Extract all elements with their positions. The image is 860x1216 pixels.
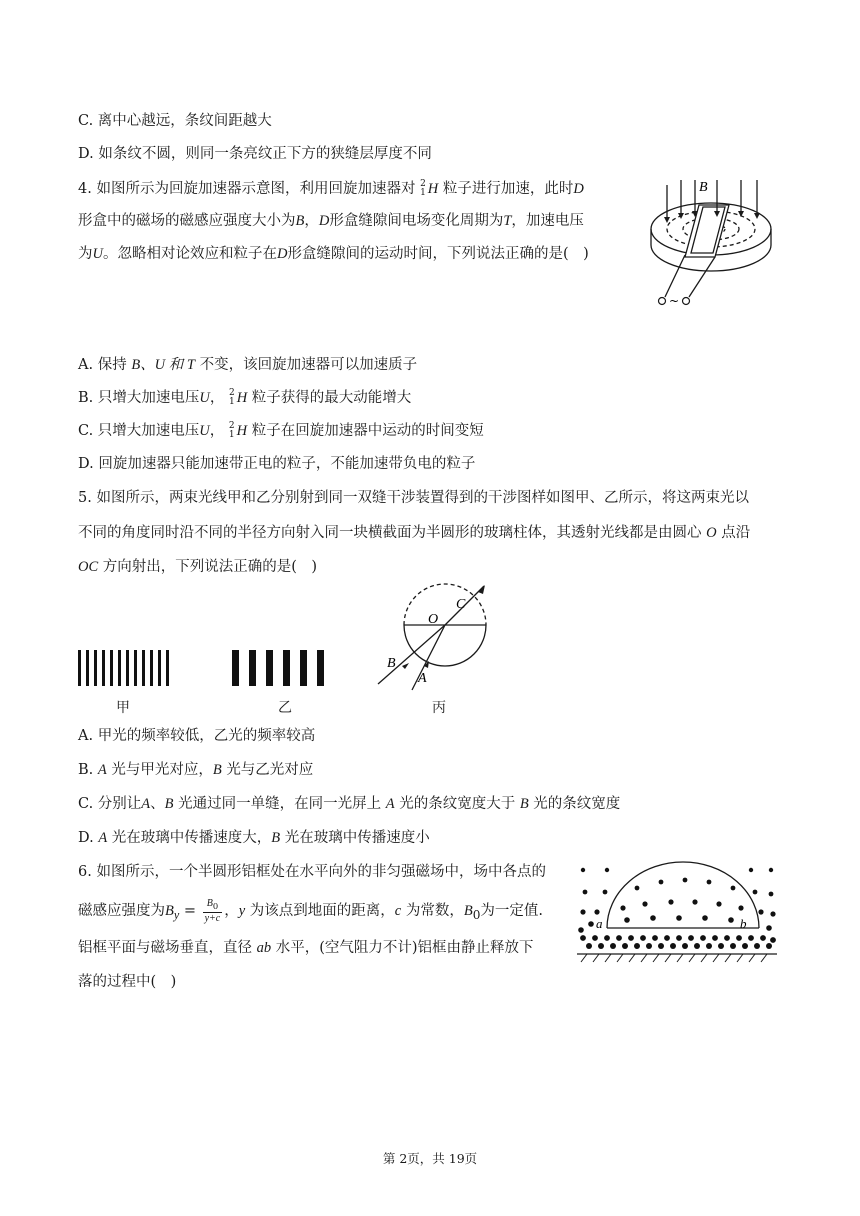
q4-stem-line3: 为U。忽略相对论效应和粒子在D形盒缝隙间的运动时间，下列说法正确的是( ) [78,246,589,262]
page-footer: 第 2页，共 19页 [382,1151,478,1166]
isotope-h2: 2 1 [420,179,426,198]
q5-option-b: B. A 光与甲光对应，B 光与乙光对应 [78,762,314,778]
label-yi: 乙 [278,700,292,716]
cyclotron-label-b: B [699,180,708,195]
q5-option-d: D. A 光在玻璃中传播速度大，B 光在玻璃中传播速度小 [78,830,430,846]
q4-option-d: D. 回旋加速器只能加速带正电的粒子，不能加速带负电的粒子 [78,456,476,472]
q5-stem-line1: 5. 如图所示，两束光线甲和乙分别射到同一双缝干涉装置得到的干涉图样如图甲、乙所示，将这两束光以 [78,490,749,506]
isotope-h2: 2 1 [228,421,235,440]
isotope-h2: 2 1 [228,388,235,407]
q4-option-b: B. 只增大加速电压U， 2 1 H 粒子获得的最大动能增大 [78,388,412,407]
interference-pattern-yi [232,650,337,690]
field-formula: $\frac{B_0}{y+c}$ [204,898,221,924]
label-o: O [428,612,439,627]
label-a: A [418,671,427,686]
q6-stem-line3: 铝框平面与磁场垂直，直径 ab 水平，(空气阻力不计)铝框由静止释放下 [78,940,534,956]
aluminum-frame-figure [577,858,777,966]
cyclotron-figure [645,175,780,310]
label-b: B [387,656,396,671]
q5-stem-line2: 不同的角度同时沿不同的半径方向射入同一块横截面为半圆形的玻璃柱体，其透射光线都是由圆心 O 点沿 [78,525,751,541]
q5-option-a: A. 甲光的频率较低，乙光的频率较高 [78,728,316,744]
q4-option-a: A. 保持 B、U 和 T 不变，该回旋加速器可以加速质子 [78,357,418,373]
label-c: C [456,597,466,612]
label-jia: 甲 [116,700,130,716]
q6-stem-line1: 6. 如图所示，一个半圆形铝框处在水平向外的非匀强磁场中，场中各点的 [78,864,546,880]
q3-option-c: C. 离中心越远，条纹间距越大 [78,113,272,129]
q5-option-c: C. 分别让A、B 光通过同一单缝，在同一光屏上 A 光的条纹宽度大于 B 光的条纹宽度 [78,796,621,812]
q5-stem-line3: OC 方向射出，下列说法正确的是( ) [78,559,318,575]
q6-stem-line4: 落的过程中( ) [78,974,177,990]
semicircle-glass-figure [372,578,507,696]
q4-stem-line1: 4. 如图所示为回旋加速器示意图，利用回旋加速器对 2 1 H 粒子进行加速，此时D [78,179,584,198]
label-bing: 丙 [432,700,446,716]
q4-stem-line2: 形盒中的磁场的磁感应强度大小为B，D形盒缝隙间电场变化周期为T，加速电压 [78,213,584,229]
q3-option-d: D. 如条纹不圆，则同一条亮纹正下方的狭缝层厚度不同 [78,146,432,162]
label-a: a [596,916,603,931]
q4-option-c: C. 只增大加速电压U， 2 1 H 粒子在回旋加速器中运动的时间变短 [78,421,484,440]
label-b: b [740,916,747,931]
q6-stem-line2: 磁感应强度为$B_y$ = $\frac{B_0}{y+c}$ ，y 为该点到地面的距离，c 为常数，$B_0$为一定值. [78,898,543,924]
interference-pattern-jia [78,650,178,690]
ac-source-label: ~ [669,294,680,308]
